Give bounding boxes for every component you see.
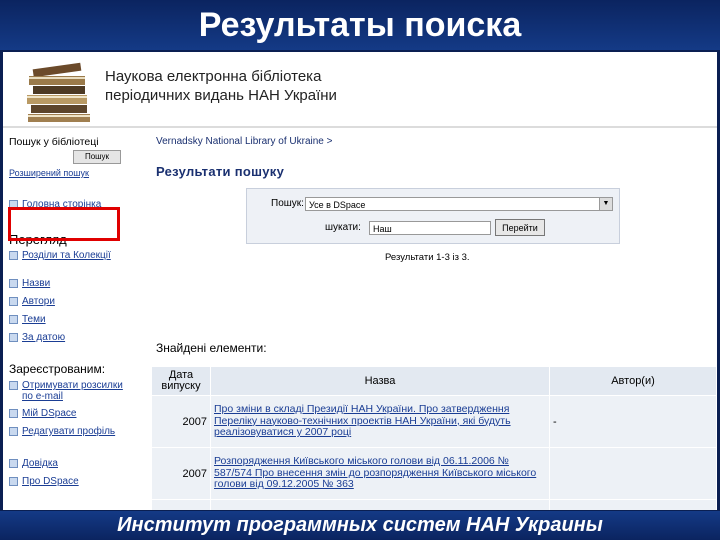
row-date: 2007 <box>152 396 211 448</box>
help-link[interactable] <box>9 458 58 469</box>
site-name-line1: Наукова електронна бібліотека <box>105 68 322 85</box>
query-input[interactable]: Наш <box>369 221 491 235</box>
table-header-row <box>152 367 717 396</box>
browse-bullet-icon <box>9 315 18 324</box>
registered-item[interactable] <box>9 380 137 402</box>
found-heading: Знайдені елементи: <box>156 341 267 355</box>
help-label: Довідка <box>22 458 58 469</box>
browse-item[interactable] <box>9 296 55 307</box>
advanced-search-highlight <box>8 207 120 241</box>
scope-value: Усе в DSpace <box>309 200 366 210</box>
browse-item[interactable] <box>9 250 137 261</box>
help-bullet-icon <box>9 459 18 468</box>
browse-heading: Перегляд <box>9 232 67 247</box>
page-title: Результати пошуку <box>156 164 285 179</box>
chevron-down-icon: ▼ <box>599 198 612 210</box>
scope-label: Пошук: <box>271 198 304 209</box>
sidebar-search-heading: Пошук у бібліотеці <box>9 136 99 148</box>
row-date <box>152 500 211 511</box>
scope-select[interactable] <box>305 197 613 211</box>
results-count: Результати 1-3 із 3. <box>385 252 470 263</box>
table-row <box>152 396 717 448</box>
browser-screenshot <box>3 52 717 510</box>
search-form <box>246 188 620 244</box>
registered-bullet-icon <box>9 409 18 418</box>
browse-bullet-icon <box>9 251 18 260</box>
registered-item-label: Отримувати розсилки по e-mail <box>22 380 123 402</box>
row-authors[interactable] <box>550 500 717 511</box>
registered-item-label: Редагувати профіль <box>22 426 116 437</box>
slide-footer: Институт программных систем НАН Украины <box>0 511 720 540</box>
registered-bullet-icon <box>9 381 18 390</box>
browse-item-label: Теми <box>22 314 46 325</box>
row-authors: - <box>550 396 717 448</box>
browse-bullet-icon <box>9 333 18 342</box>
site-header <box>3 52 717 126</box>
row-title-link[interactable]: Розпорядження Київського міського голови від 06.11.2006 № 587/574 Про внесення змін до розпорядження Київського міського голови від 09.12.2005 № 363 <box>211 448 550 500</box>
browse-item[interactable] <box>9 332 65 343</box>
row-title-link[interactable] <box>211 500 550 511</box>
table-row <box>152 500 717 511</box>
go-button[interactable]: Перейти <box>495 219 545 236</box>
query-label: шукати: <box>325 222 361 233</box>
site-name-line2: періодичних видань НАН України <box>105 87 337 104</box>
registered-item[interactable] <box>9 426 115 437</box>
browse-item-label: Розділи та Колекції <box>22 250 111 261</box>
registered-item[interactable] <box>9 408 77 419</box>
registered-heading: Зареєстрованим: <box>9 362 106 376</box>
browse-item[interactable] <box>9 278 50 289</box>
table-row <box>152 448 717 500</box>
column-header-authors[interactable]: Автор(и) <box>550 367 717 396</box>
row-authors <box>550 448 717 500</box>
browse-bullet-icon <box>9 297 18 306</box>
column-header-date[interactable]: Дата випуску <box>152 367 211 396</box>
browse-item-label: Автори <box>22 296 55 307</box>
home-label: Головна сторінка <box>22 199 102 210</box>
sidebar-search-button[interactable]: Пошук <box>73 150 121 164</box>
site-name <box>105 67 337 105</box>
advanced-search-link[interactable]: Розширений пошук <box>9 168 89 178</box>
browse-item-label: Назви <box>22 278 51 289</box>
column-header-title[interactable]: Назва <box>211 367 550 396</box>
breadcrumb[interactable]: Vernadsky National Library of Ukraine > <box>156 136 333 147</box>
books-logo-icon <box>25 60 95 124</box>
about-label: Про DSpace <box>22 476 79 487</box>
main-content <box>148 128 717 510</box>
browse-bullet-icon <box>9 279 18 288</box>
about-bullet-icon <box>9 477 18 486</box>
registered-item-label: Мій DSpace <box>22 408 77 419</box>
row-date: 2007 <box>152 448 211 500</box>
browse-item-label: За датою <box>22 332 66 343</box>
slide-title: Результаты поиска <box>0 0 720 50</box>
sidebar <box>3 128 143 510</box>
registered-bullet-icon <box>9 427 18 436</box>
about-dspace-link[interactable] <box>9 476 79 487</box>
row-title-link[interactable]: Про зміни в складі Президії НАН України. Про затвердження Переліку науково-технічних проектів НАН України, які будуть реалізовуватися у 2007 році <box>211 396 550 448</box>
results-table <box>151 366 717 510</box>
browse-item[interactable] <box>9 314 46 325</box>
